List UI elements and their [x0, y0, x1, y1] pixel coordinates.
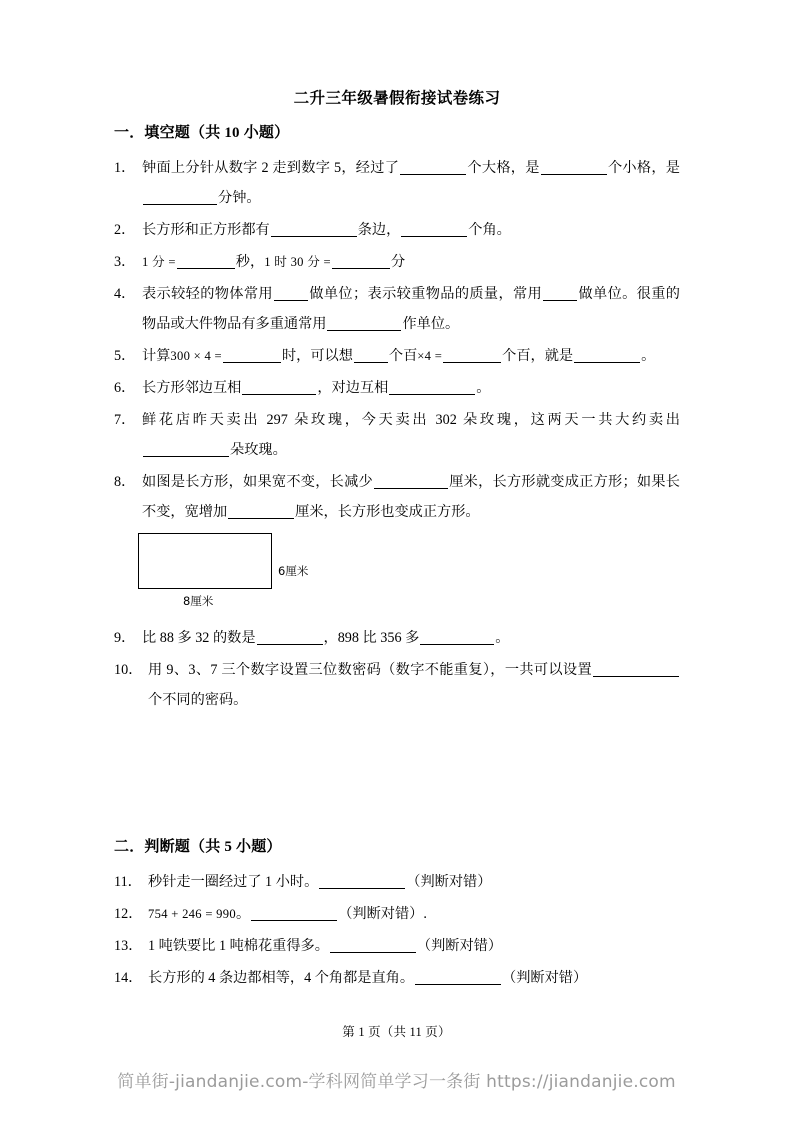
answer-blank[interactable]: [330, 937, 416, 953]
section-gap: [114, 717, 680, 837]
question-text: 计算: [142, 347, 171, 364]
question-text: 秒针走一圈经过了 1 小时。: [148, 873, 319, 890]
answer-blank[interactable]: [389, 379, 475, 395]
question-number: 14．: [114, 969, 143, 986]
answer-blank[interactable]: [374, 473, 448, 489]
question-text: 钟面上分针从数字 2 走到数字 5，经过了: [142, 159, 400, 176]
question-text: 个百，就是: [502, 347, 574, 364]
question-text: 鲜花店昨天卖出 297 朵玫瑰，今天卖出 302 朵玫瑰，这两天一共大约卖出: [142, 411, 680, 428]
question-text: 条边，: [357, 221, 401, 238]
question-text: （判断对错）.: [338, 905, 427, 922]
question-text: 长方形邻边互相: [142, 379, 242, 396]
answer-blank[interactable]: [271, 221, 357, 237]
question-text: 个角。: [468, 221, 511, 238]
question-text: 用 9、3、7 三个数字设置三位数密码（数字不能重复），一共可以设置: [148, 661, 592, 678]
answer-blank[interactable]: [541, 159, 607, 175]
answer-blank[interactable]: [443, 347, 501, 363]
question-text: 朵玫瑰。: [230, 441, 287, 458]
question: [114, 341, 680, 371]
question-text: 比 88 多 32 的数是: [142, 629, 256, 646]
question: [114, 247, 680, 277]
question-text: 分钟。: [218, 189, 261, 206]
question-math: 1 分 =: [142, 254, 176, 269]
section-heading: 一．填空题（共 10 小题）: [114, 124, 290, 141]
question-number: 1．: [114, 159, 136, 176]
question-number: 7．: [114, 411, 136, 428]
answer-blank[interactable]: [177, 253, 235, 269]
page-number: [0, 1022, 793, 1040]
page-number-text: 第 1 页（共 11 页）: [342, 1025, 451, 1039]
rectangle-diagram: [138, 533, 398, 619]
question-text: 。: [495, 629, 510, 646]
answer-blank[interactable]: [420, 629, 494, 645]
answer-blank[interactable]: [543, 285, 577, 301]
question-number: 10．: [114, 661, 143, 678]
answer-blank[interactable]: [143, 189, 217, 205]
question-text: 个不同的密码。: [148, 691, 248, 708]
answer-blank[interactable]: [242, 379, 316, 395]
question-text: 长方形的 4 条边都相等，4 个角都是直角。: [148, 969, 415, 986]
question-number: 13．: [114, 937, 143, 954]
question: [114, 153, 680, 213]
question: [114, 867, 680, 897]
question-text: （判断对错）: [502, 969, 588, 986]
answer-blank[interactable]: [228, 503, 294, 519]
answer-blank[interactable]: [274, 285, 308, 301]
question: [114, 467, 680, 527]
question-number: 2．: [114, 221, 136, 238]
question-math: 300 × 4 =: [170, 348, 222, 363]
question: [114, 931, 680, 961]
question-text: 作单位。: [402, 315, 460, 332]
question-text: 。: [641, 347, 656, 364]
rectangle-height-label: 6厘米: [278, 563, 309, 578]
question-text: 1 吨铁要比 1 吨棉花重得多。: [148, 937, 329, 954]
question-text: （判断对错）: [406, 873, 492, 890]
question-text: 如图是长方形，如果宽不变，长减少: [142, 473, 373, 490]
question: [114, 373, 680, 403]
question-text: 表示较轻的物体常用: [142, 285, 273, 302]
question-text: 做单位。很重的物品或大件物品有多重通常用: [142, 285, 680, 332]
page-title: 二升三年级暑假衔接试卷练习: [293, 90, 501, 107]
answer-blank[interactable]: [223, 347, 281, 363]
answer-blank[interactable]: [257, 629, 323, 645]
answer-blank[interactable]: [319, 873, 405, 889]
question-number: 11．: [114, 873, 142, 890]
answer-blank[interactable]: [400, 159, 466, 175]
answer-blank[interactable]: [143, 441, 229, 457]
page-content: [114, 90, 680, 995]
question-text: （判断对错）: [416, 937, 503, 954]
answer-blank[interactable]: [401, 221, 467, 237]
question-text: 做单位；表示较重物品的质量，常用: [308, 285, 543, 302]
rectangle-shape: [138, 533, 272, 589]
question-number: 12．: [114, 905, 143, 922]
question-number: 3．: [114, 253, 136, 270]
answer-blank[interactable]: [327, 315, 401, 331]
question-text: 。: [476, 379, 491, 396]
answer-blank[interactable]: [251, 905, 337, 921]
question-text: 个小格，是: [607, 159, 680, 176]
question-text: 厘米，长方形也变成正方形。: [295, 503, 480, 520]
section-heading: 二．判断题（共 5 小题）: [114, 838, 282, 855]
question: [114, 655, 680, 715]
question-number: 6．: [114, 379, 136, 396]
question: [114, 899, 680, 929]
question-text: 个大格，是: [467, 159, 540, 176]
question-number: 5．: [114, 347, 136, 364]
question-text: 。: [235, 905, 251, 922]
question: [114, 963, 680, 993]
question-math: 754 + 246 = 990: [148, 906, 236, 921]
question: [114, 623, 680, 653]
question-text: ，898 比 356 多: [323, 629, 420, 646]
question-math: 1 时 30 分 =: [264, 254, 331, 269]
question-text: 长方形和正方形都有: [142, 221, 270, 238]
rectangle-width-label: 8厘米: [183, 593, 214, 608]
sections-container: [114, 123, 680, 993]
question-text: 秒，: [235, 253, 265, 270]
answer-blank[interactable]: [593, 661, 679, 677]
watermark: 简单街-jiandanjie.com-学科网简单学习一条街 https://jiandanjie.com: [117, 1072, 676, 1092]
answer-blank[interactable]: [415, 969, 501, 985]
question: [114, 215, 680, 245]
question-text: ，对边互相: [317, 379, 389, 396]
question-text: 个百: [388, 347, 418, 364]
answer-blank[interactable]: [574, 347, 640, 363]
question-text: 时，可以想: [281, 347, 353, 364]
question-number: 4．: [114, 285, 136, 302]
question-math: ×4 =: [417, 348, 443, 363]
question: [114, 279, 680, 339]
question-number: 8．: [114, 473, 136, 490]
answer-blank[interactable]: [332, 253, 390, 269]
question-number: 9．: [114, 629, 136, 646]
question-text: 厘米，长方形就变成正方形；如果长不变，宽增加: [142, 473, 680, 520]
question: [114, 405, 680, 465]
question-text: 分: [390, 253, 406, 270]
answer-blank[interactable]: [354, 347, 388, 363]
